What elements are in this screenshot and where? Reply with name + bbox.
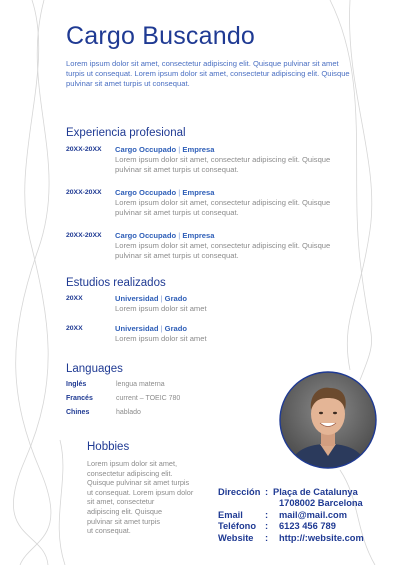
separator: | — [176, 231, 183, 240]
degree-name: Grado — [164, 294, 188, 303]
address-line: 1708002 Barcelona — [279, 498, 363, 509]
page-title: Cargo Buscando — [66, 22, 256, 50]
separator: | — [176, 188, 183, 197]
education-item — [115, 324, 355, 344]
job-title: Cargo Occupado — [115, 145, 177, 154]
profile-photo — [278, 370, 378, 470]
phone-value: 6123 456 789 — [279, 521, 336, 532]
job-description-line: pulvinar sit amet turpis ut consequat. — [115, 165, 239, 174]
hobbies-heading: Hobbies — [87, 441, 130, 453]
job-description-line: Lorem ipsum dolor sit amet, consectetur adipiscing elit. Quisque — [115, 241, 331, 250]
address-label: Dirección — [218, 487, 261, 497]
education-item — [115, 294, 355, 314]
language-level: current – TOEIC 780 — [116, 395, 181, 402]
job-description-line: pulvinar sit amet turpis ut consequat. — [115, 208, 239, 217]
language-name: Francés — [66, 395, 93, 402]
job-description-line: pulvinar sit amet turpis ut consequat. — [115, 251, 239, 260]
address-line: Plaça de Catalunya — [273, 487, 358, 497]
website-link[interactable]: http://:website.com — [279, 532, 364, 543]
job-title: Cargo Occupado — [115, 188, 177, 197]
intro-text: Lorem ipsum dolor sit amet, consectetur adipiscing elit. Quisque pulvinar sit amet turpis ut consequat. Lorem ipsum dolor sit amet, consectetur adipiscing elit. Quisque pulvinar sit amet turpis ut consequat. — [66, 59, 350, 88]
colon: : — [265, 521, 269, 532]
company-name: Empresa — [182, 231, 215, 240]
degree-name: Grado — [164, 324, 188, 333]
experience-item — [115, 145, 355, 175]
language-name: Inglés — [66, 381, 87, 388]
hobbies-line: pulvinar sit amet turpis — [87, 516, 160, 526]
hobbies-line: adipiscing elit. Quisque — [87, 506, 163, 516]
language-level: hablado — [116, 409, 141, 416]
hobbies-text — [87, 459, 199, 536]
education-description: Lorem ipsum dolor sit amet — [115, 304, 207, 313]
experience-dates: 20XX-20XX — [66, 189, 102, 196]
hobbies-line: consectetur adipiscing elit. — [87, 468, 173, 478]
colon: : — [265, 487, 269, 497]
email-label: Email — [218, 509, 243, 520]
separator: | — [158, 324, 165, 333]
education-description: Lorem ipsum dolor sit amet — [115, 334, 207, 343]
contact-block — [218, 487, 364, 544]
experience-dates: 20XX-20XX — [66, 146, 102, 153]
website-label: Website — [218, 532, 254, 543]
experience-item — [115, 188, 355, 218]
experience-dates: 20XX-20XX — [66, 232, 102, 239]
language-level: lengua materna — [116, 381, 165, 388]
job-description-line: Lorem ipsum dolor sit amet, consectetur adipiscing elit. Quisque — [115, 198, 331, 207]
separator: | — [176, 145, 183, 154]
hobbies-line: sit amet, consectetur — [87, 497, 155, 507]
email-value[interactable]: mail@mail.com — [279, 509, 347, 520]
job-description-line: Lorem ipsum dolor sit amet, consectetur adipiscing elit. Quisque — [115, 155, 331, 164]
experience-heading: Experiencia profesional — [66, 127, 186, 139]
colon: : — [265, 532, 269, 543]
hobbies-line: Quisque pulvinar sit amet turpis — [87, 478, 190, 488]
hobbies-line: ut consequat. — [87, 526, 131, 536]
job-title: Cargo Occupado — [115, 231, 177, 240]
colon: : — [265, 509, 269, 520]
company-name: Empresa — [182, 188, 215, 197]
phone-label: Teléfono — [218, 521, 257, 532]
language-name: Chines — [66, 409, 90, 416]
languages-heading: Languages — [66, 363, 123, 375]
education-heading: Estudios realizados — [66, 277, 166, 289]
education-year: 20XX — [66, 325, 83, 332]
school-name: Universidad — [115, 324, 159, 333]
hobbies-line: ut consequat. Lorem ipsum dolor — [87, 487, 194, 497]
experience-item — [115, 231, 355, 261]
school-name: Universidad — [115, 294, 159, 303]
company-name: Empresa — [182, 145, 215, 154]
separator: | — [158, 294, 165, 303]
education-year: 20XX — [66, 295, 83, 302]
hobbies-line: Lorem ipsum dolor sit amet, — [87, 459, 178, 468]
